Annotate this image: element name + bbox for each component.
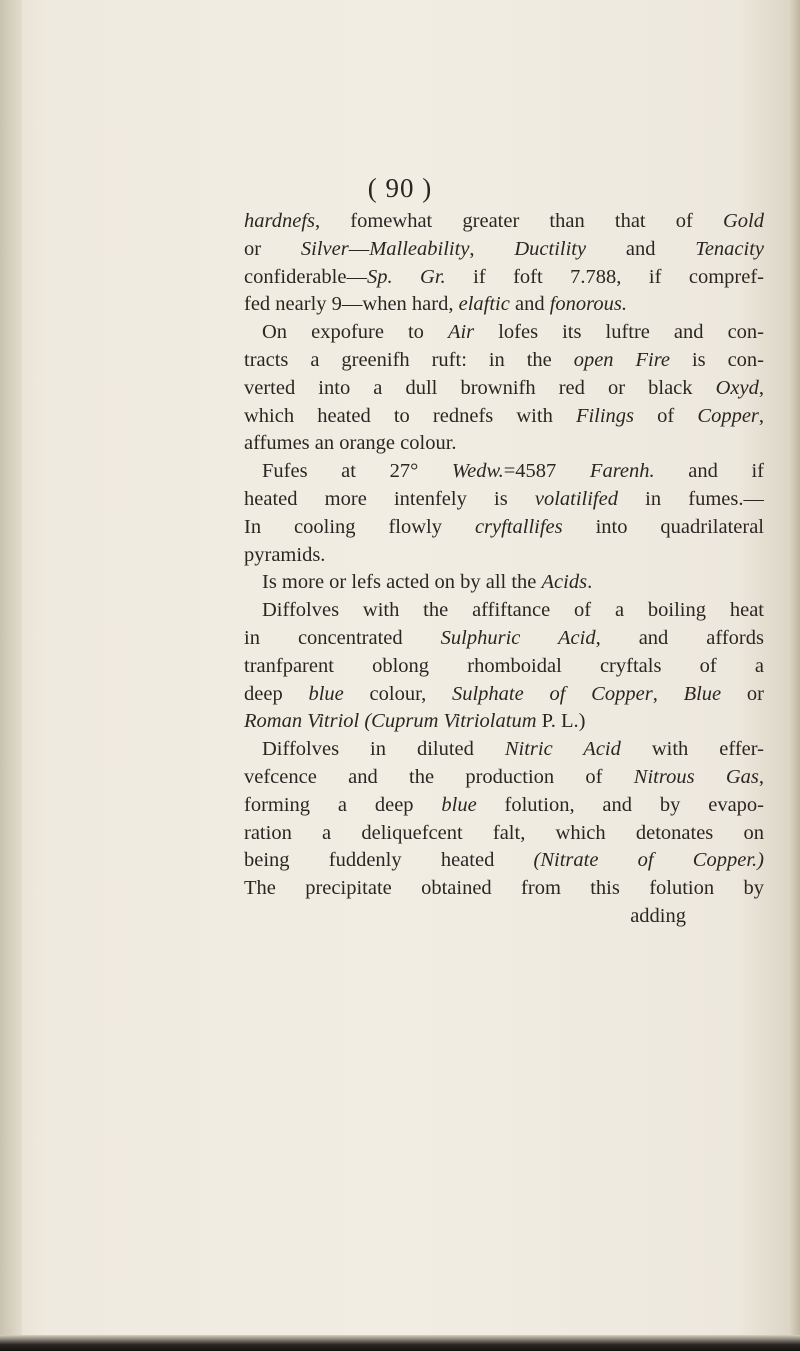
text-run: confiderable— bbox=[244, 265, 367, 288]
text-run: affumes an orange colour. bbox=[244, 432, 457, 455]
text-line-8 bbox=[244, 403, 764, 431]
term-malleability: Malleability bbox=[369, 237, 470, 260]
page-bottom-shadow bbox=[0, 1335, 800, 1351]
text-run: vefcence and the production of bbox=[244, 765, 634, 788]
term-roman-vitriol: Roman Vitriol (Cuprum Vitriolatum bbox=[244, 710, 537, 733]
text-line-17 bbox=[244, 653, 764, 681]
term-specific-gravity: Sp. Gr. bbox=[366, 265, 446, 288]
term-gold: Gold bbox=[723, 210, 764, 232]
text-run: Diffolves with the affiftance of a boiling heat bbox=[262, 599, 764, 622]
text-run: Is more or lefs acted on by all the bbox=[262, 571, 542, 594]
text-run: verted into a dull brownifh red or black bbox=[244, 376, 716, 399]
text-run: in concentrated bbox=[244, 626, 441, 649]
text-line-20 bbox=[244, 736, 764, 764]
text-run: and bbox=[509, 293, 550, 316]
text-run: , bbox=[652, 682, 684, 705]
term-blue: Blue bbox=[683, 682, 722, 705]
text-line-16 bbox=[244, 625, 764, 653]
catchword: adding bbox=[630, 904, 686, 927]
text-run: is con- bbox=[670, 348, 764, 371]
text-line-10 bbox=[244, 458, 764, 486]
text-line-19 bbox=[244, 708, 764, 736]
text-run: . bbox=[587, 571, 593, 594]
term-volatilised: volatilifed bbox=[534, 487, 618, 510]
text-line-24 bbox=[244, 847, 764, 875]
text-run: Fufes at 27° bbox=[262, 460, 452, 483]
text-run: forming a deep bbox=[244, 793, 442, 816]
text-run: deep bbox=[244, 682, 309, 705]
text-run: , and affords bbox=[595, 626, 764, 649]
term-nitrous-gas: Nitrous Gas bbox=[633, 765, 759, 788]
term-filings: Filings bbox=[575, 404, 635, 427]
text-run: folution, and by evapo- bbox=[476, 793, 764, 816]
text-run: into quadrilateral bbox=[562, 515, 764, 538]
text-run: and bbox=[586, 237, 696, 260]
text-run: and if bbox=[654, 460, 764, 483]
text-line-18 bbox=[244, 681, 764, 709]
term-silver: Silver bbox=[300, 237, 349, 260]
text-line-7 bbox=[244, 375, 764, 403]
text-run: tracts a greenifh ruft: in the bbox=[244, 348, 574, 371]
text-line-23 bbox=[244, 820, 764, 848]
text-line-6 bbox=[244, 347, 764, 375]
text-run: in fumes.— bbox=[617, 487, 764, 510]
text-line-14 bbox=[244, 569, 764, 597]
text-run: with effer- bbox=[620, 738, 764, 761]
text-run: =4587 bbox=[503, 460, 590, 483]
text-run: if foft 7.788, if compref- bbox=[445, 265, 764, 288]
text-run: , bbox=[758, 376, 764, 399]
text-run: fed nearly 9—when hard, bbox=[244, 293, 459, 316]
text-line-21 bbox=[244, 764, 764, 792]
text-run: being fuddenly heated bbox=[244, 849, 534, 872]
text-run: or bbox=[721, 682, 764, 705]
term-elastic: elaftic bbox=[458, 293, 510, 316]
text-run: , fomewhat greater than that of bbox=[315, 210, 723, 232]
text-run: which heated to rednefs with bbox=[244, 404, 576, 427]
term-nitrate-of-copper: (Nitrate of Copper.) bbox=[533, 849, 764, 872]
text-line-4 bbox=[244, 291, 764, 319]
text-run: pyramids. bbox=[244, 543, 326, 566]
text-line-9 bbox=[244, 430, 764, 458]
text-line-5 bbox=[244, 319, 764, 347]
text-run: , bbox=[758, 765, 764, 788]
text-run: On expofure to bbox=[262, 321, 448, 344]
term-nitric-acid: Nitric Acid bbox=[504, 738, 621, 761]
text-line-13 bbox=[244, 542, 764, 570]
term-copper: Copper bbox=[697, 404, 759, 427]
term-acids: Acids bbox=[541, 571, 588, 594]
term-crystallises: cryftallifes bbox=[474, 515, 563, 538]
text-run: Diffolves in diluted bbox=[262, 738, 505, 761]
text-run: tranfparent oblong rhomboidal cryftals of a bbox=[244, 654, 764, 677]
term-sulphate-of-copper: Sulphate of Copper bbox=[451, 682, 653, 705]
term-blue: blue bbox=[308, 682, 344, 705]
text-line-11 bbox=[244, 486, 764, 514]
text-line-3 bbox=[244, 264, 764, 292]
text-run: — bbox=[348, 237, 370, 260]
page-number-header: ( 90 ) bbox=[367, 173, 433, 203]
text-line-25 bbox=[244, 875, 764, 903]
text-run: heated more intenfely is bbox=[244, 487, 535, 510]
term-sulphuric-acid: Sulphuric Acid bbox=[440, 626, 596, 649]
term-open-fire: open Fire bbox=[573, 348, 671, 371]
text-line-1 bbox=[244, 208, 764, 236]
text-run: or bbox=[244, 237, 301, 260]
body-text bbox=[244, 208, 764, 931]
text-run: , bbox=[469, 237, 515, 260]
term-sonorous: fonorous. bbox=[549, 293, 627, 316]
term-wedgwood: Wedw. bbox=[451, 460, 504, 483]
text-run: ration a deliquefcent falt, which detonates on bbox=[244, 821, 764, 844]
text-run: of bbox=[634, 404, 698, 427]
text-run: P. L.) bbox=[536, 710, 586, 733]
term-air: Air bbox=[447, 321, 475, 344]
text-run: lofes its luftre and con- bbox=[474, 321, 764, 344]
text-line-12 bbox=[244, 514, 764, 542]
term-tenacity: Tenacity bbox=[695, 237, 764, 260]
term-hardness: hardnefs bbox=[244, 210, 315, 232]
text-line-22 bbox=[244, 792, 764, 820]
term-fahrenheit: Farenh. bbox=[589, 460, 655, 483]
term-oxyd: Oxyd bbox=[715, 376, 759, 399]
text-run: , bbox=[758, 404, 764, 427]
term-blue: blue bbox=[441, 793, 477, 816]
term-ductility: Ductility bbox=[514, 237, 587, 260]
text-run: colour, bbox=[343, 682, 452, 705]
text-line-15 bbox=[244, 597, 764, 625]
text-run: The precipitate obtained from this folution by bbox=[244, 877, 764, 900]
text-line-2 bbox=[244, 236, 764, 264]
text-run: In cooling flowly bbox=[244, 515, 475, 538]
